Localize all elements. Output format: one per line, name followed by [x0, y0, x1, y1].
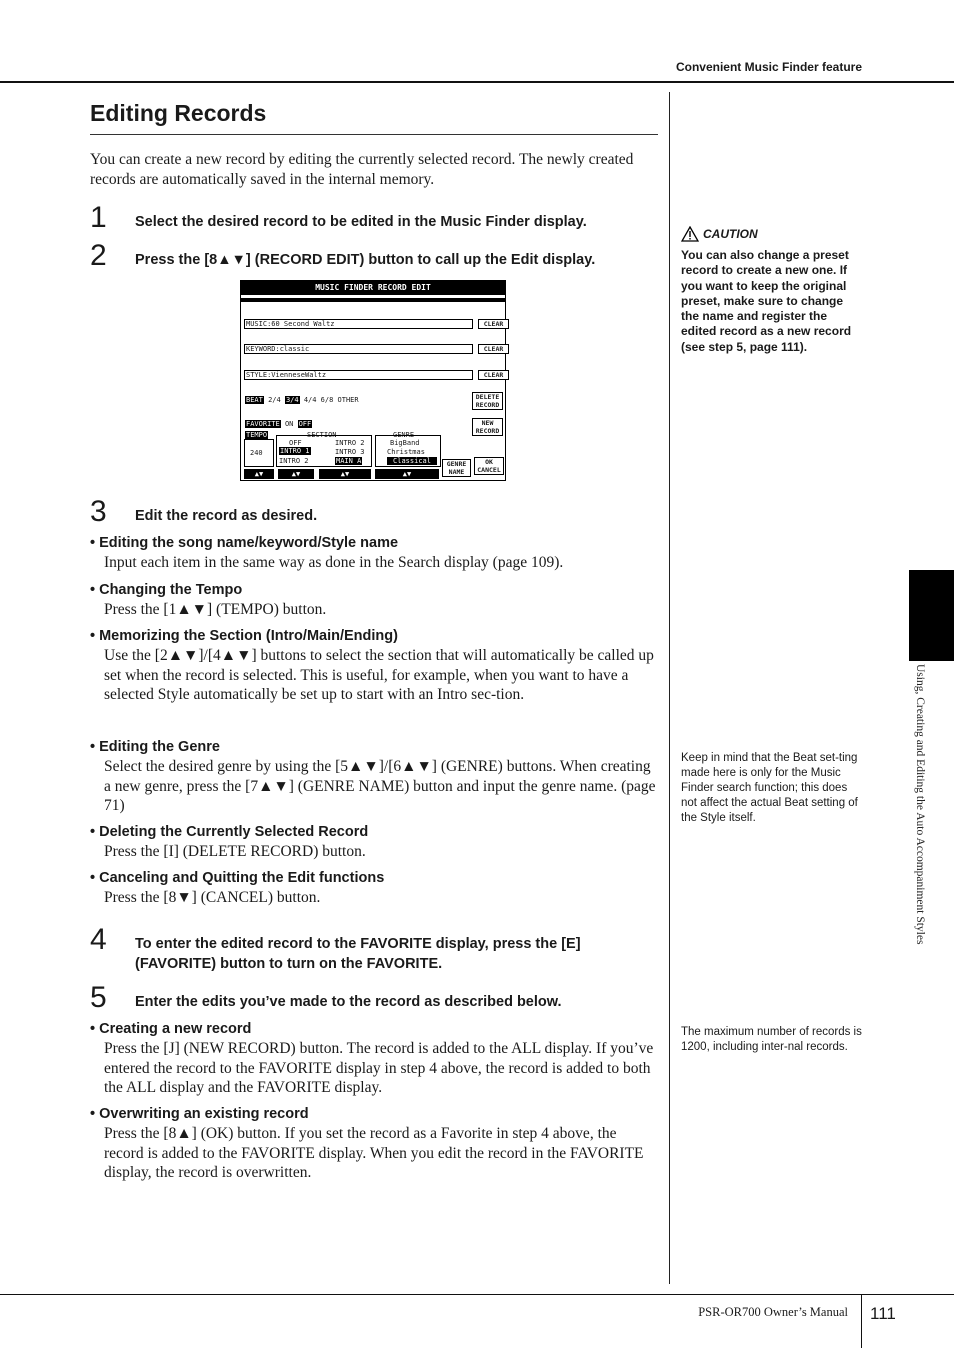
- lcd-intro1: INTRO 1: [280, 447, 310, 455]
- lcd-style-field: STYLE:VienneseWaltz: [244, 370, 473, 380]
- step-text: Enter the edits you’ve made to the record as described below.: [135, 994, 562, 1010]
- item-body: Select the desired genre by using the [5▲▼]/[6▲▼] (GENRE) buttons. When creating a new genre, press the [7▲▼] (GENRE NAME) button and input the genre name. (page 71): [104, 758, 656, 814]
- lcd-genre-name-1: GENRE: [446, 460, 467, 468]
- lcd-title: MUSIC FINDER RECORD EDIT: [241, 281, 505, 295]
- lcd-delete-label-2: RECORD: [475, 401, 500, 409]
- lcd-delete-record-button: [472, 392, 503, 410]
- item-heading: • Editing the song name/keyword/Style name: [90, 535, 399, 551]
- lcd-genre-name-button: [442, 459, 471, 477]
- step-text: To enter the edited record to the FAVORITE display, press the [E] (FAVORITE) button to turn on the FAVORITE.: [135, 936, 581, 972]
- step-text: Select the desired record to be edited in the Music Finder display.: [135, 214, 587, 230]
- lcd-clear-button: CLEAR: [478, 319, 509, 329]
- lcd-arrow-button: ▲▼: [375, 469, 439, 479]
- item-heading: • Creating a new record: [90, 1021, 252, 1037]
- column-divider: [669, 92, 670, 1284]
- item-body: Press the [8▼] (CANCEL) button.: [104, 889, 321, 906]
- lcd-favorite-off: OFF: [298, 420, 312, 428]
- item-heading: • Memorizing the Section (Intro/Main/Ending): [90, 628, 398, 644]
- item-body: Press the [1▲▼] (TEMPO) button.: [104, 601, 327, 618]
- title-rule: [90, 134, 658, 135]
- step-number: 2: [90, 239, 107, 272]
- intro-paragraph: You can create a new record by editing the currently selected record. The newly created records are automatically saved in the internal memory.: [90, 151, 634, 188]
- lcd-music-field: MUSIC:60 Second Waltz: [244, 319, 473, 329]
- lcd-genre-label: GENRE: [393, 431, 415, 439]
- step-number: 3: [90, 495, 107, 528]
- lcd-beat-rest: 4/4 6/8 OTHER: [303, 396, 359, 404]
- lcd-genre-item: BigBand: [390, 439, 420, 447]
- lcd-beat-label: BEAT: [246, 396, 263, 404]
- lcd-genre-name-2: NAME: [448, 468, 465, 476]
- item-heading: • Deleting the Currently Selected Record: [90, 824, 369, 840]
- item-heading: • Canceling and Quitting the Edit functions: [90, 870, 385, 886]
- page-title: Editing Records: [90, 100, 267, 126]
- lcd-main-a: MAIN A: [336, 457, 362, 465]
- caution-heading: [681, 226, 758, 242]
- item-body: Use the [2▲▼]/[4▲▼] buttons to select the section that will automatically be called up set when the record is selected. This is useful, for example, when you want to have a selected Style automatically be set up to start with an Intro sec-tion.: [104, 647, 654, 703]
- lcd-ok-cancel-button: [474, 457, 504, 475]
- lcd-arrow-button: ▲▼: [278, 469, 314, 479]
- lcd-intro3: INTRO 3: [335, 448, 365, 456]
- lcd-clear-button: CLEAR: [478, 370, 509, 380]
- lcd-beat-selected: 3/4: [285, 396, 299, 404]
- lcd-favorite-row: [245, 420, 312, 428]
- lcd-section-off: OFF: [289, 439, 302, 447]
- warning-icon: [681, 226, 699, 242]
- item-heading: • Editing the Genre: [90, 739, 220, 755]
- item-body: Press the [8▲] (OK) button. If you set the record as a Favorite in step 4 above, the record is added to the FAVORITE display. When you edit the record in the FAVORITE display, the record is overwritten.: [104, 1125, 644, 1181]
- lcd-new-record-button: [472, 418, 503, 436]
- chapter-tab: [909, 570, 954, 661]
- footer-rule: [0, 1294, 954, 1295]
- lcd-favorite-on: ON: [284, 420, 294, 428]
- record-edit-screen: [240, 280, 506, 481]
- lcd-beat-row: [245, 396, 359, 404]
- caution-text: You can also change a preset record to create a new one. If you want to keep the original preset, make sure to change the name and register the edited record as a new record (see step 5, page 111).: [681, 248, 852, 354]
- lcd-new-label-2: RECORD: [475, 427, 500, 435]
- lcd-strip: [241, 298, 505, 302]
- lcd-beat-24: 2/4: [268, 396, 281, 404]
- page-number: 111: [870, 1304, 896, 1323]
- lcd-delete-label-1: DELETE: [475, 393, 500, 401]
- step-number: 1: [90, 201, 107, 234]
- lcd-intro2b: INTRO 2: [335, 439, 365, 447]
- lcd-tempo-label: TEMPO: [246, 431, 268, 439]
- lcd-favorite-label: FAVORITE: [246, 420, 280, 428]
- caution-label: CAUTION: [703, 227, 758, 241]
- lcd-arrow-button: ▲▼: [319, 469, 371, 479]
- lcd-intro2: INTRO 2: [279, 457, 309, 465]
- lcd-genre-item: Christmas: [387, 448, 425, 456]
- side-note: The maximum number of records is 1200, including inter-nal records.: [681, 1026, 862, 1053]
- step-text: Edit the record as desired.: [135, 508, 318, 524]
- chapter-tab-text: Using, Creating and Editing the Auto Accompaniment Styles: [914, 664, 926, 945]
- step-text: Press the [8▲▼] (RECORD EDIT) button to call up the Edit display.: [135, 252, 596, 268]
- item-body: Input each item in the same way as done in the Search display (page 109).: [104, 554, 564, 571]
- item-heading: • Overwriting an existing record: [90, 1106, 309, 1122]
- lcd-ok-label: OK: [485, 458, 493, 466]
- step-number: 5: [90, 981, 107, 1014]
- lcd-clear-button: CLEAR: [478, 344, 509, 354]
- item-body: Press the [I] (DELETE RECORD) button.: [104, 843, 366, 860]
- step-number: 4: [90, 923, 107, 956]
- lcd-arrow-button: ▲▼: [244, 469, 274, 479]
- item-body: Press the [J] (NEW RECORD) button. The record is added to the ALL display. If you’ve entered the record to the FAVORITE display in step 4 above, the record is added to both the ALL display and the FAVORITE display.: [104, 1040, 654, 1096]
- footer-divider: [861, 1294, 862, 1348]
- footer-manual-title: PSR-OR700 Owner’s Manual: [698, 1305, 848, 1319]
- item-heading: • Changing the Tempo: [90, 582, 243, 598]
- header-rule: [0, 81, 954, 83]
- lcd-new-label-1: NEW: [481, 419, 494, 427]
- lcd-keyword-field: KEYWORD:classic: [244, 344, 473, 354]
- lcd-cancel-label: CANCEL: [477, 466, 501, 474]
- lcd-section-label: SECTION: [307, 431, 337, 439]
- lcd-tempo-value: 240: [250, 449, 263, 457]
- running-header: Convenient Music Finder feature: [675, 60, 862, 74]
- side-note: Keep in mind that the Beat set-ting made here is only for the Music Finder search function; this does not affect the actual Beat setting of the Style itself.: [681, 752, 858, 824]
- lcd-genre-selected: Classical: [387, 457, 437, 465]
